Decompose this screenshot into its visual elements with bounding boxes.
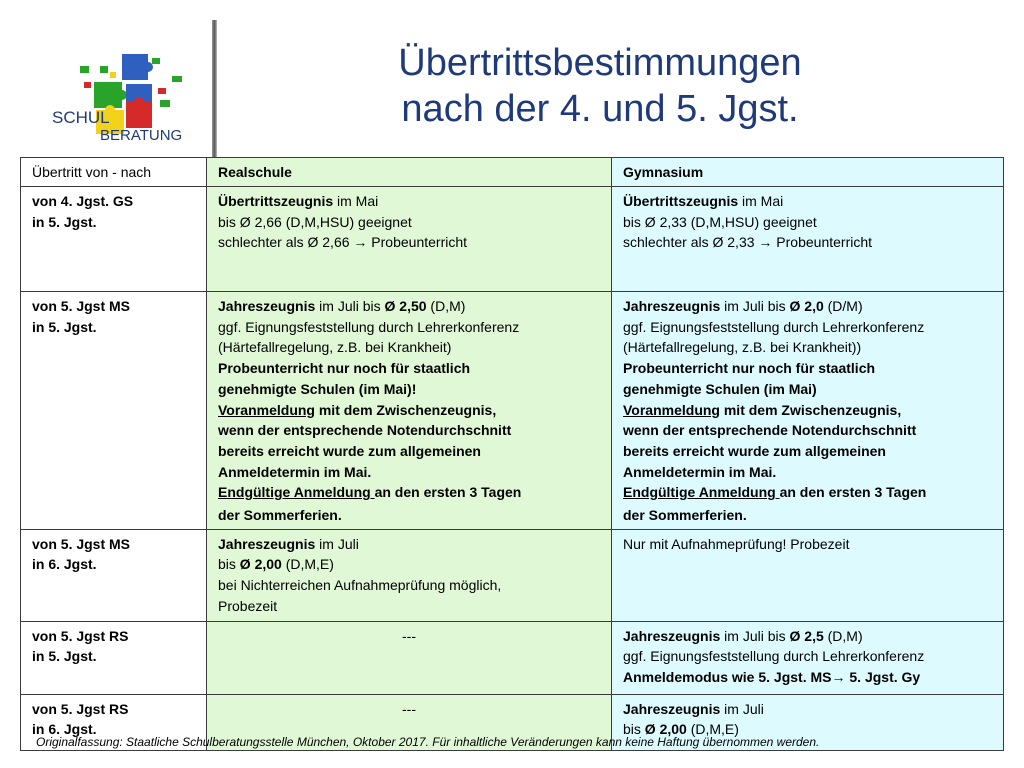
text: bis xyxy=(218,556,240,573)
uebertritt-table xyxy=(20,157,1004,751)
text: ggf. Eignungsfeststellung durch Lehrerkonferenz xyxy=(218,318,520,335)
text-bold: Jahreszeugnis xyxy=(218,535,316,552)
cell-realschule xyxy=(207,187,612,292)
page-title xyxy=(300,40,900,132)
text-underlined: Voranmeldung xyxy=(623,401,720,418)
text-bold: wenn der entsprechende Notendurchschnitt xyxy=(218,422,512,439)
table-row xyxy=(21,292,1004,530)
text: (Härtefallregelung, z.B. bei Krankheit) xyxy=(218,339,452,356)
text-bold: bereits erreicht wurde zum allgemeinen xyxy=(623,442,886,459)
row-label xyxy=(21,621,207,694)
text: schlechter als Ø 2,66 xyxy=(218,234,354,251)
cell-gymnasium xyxy=(612,529,1004,621)
text-bold: Übertrittszeugnis xyxy=(218,193,334,209)
cell-gymnasium xyxy=(612,621,1004,694)
text-bold: Anmeldetermin im Mai. xyxy=(623,463,777,480)
confetti-yellow xyxy=(110,72,116,78)
text: (D,M,E) xyxy=(686,721,739,738)
text-bold: genehmigte Schulen (im Mai) xyxy=(623,380,817,397)
text: an den ersten 3 Tagen xyxy=(779,484,927,501)
text: (D/M) xyxy=(823,298,863,314)
text-bold: der Sommerferien. xyxy=(623,507,747,524)
table-row xyxy=(21,621,1004,694)
arrow-right-icon: → xyxy=(353,234,368,251)
text: im Mai xyxy=(738,193,784,209)
text: im Juli xyxy=(720,700,764,717)
header-cell-von-nach: Übertritt von - nach xyxy=(21,158,207,187)
text: bis xyxy=(623,721,645,738)
text-bold: genehmigte Schulen (im Mai)! xyxy=(218,380,417,397)
cell-realschule xyxy=(207,529,612,621)
text: im Juli bis xyxy=(315,298,385,314)
text-bold: Jahreszeugnis xyxy=(623,298,721,314)
row-label-line-1: von 4. Jgst. GS xyxy=(32,193,134,209)
header-cell-gymnasium: Gymnasium xyxy=(612,158,1004,187)
text-bold: Ø 2,00 xyxy=(239,556,282,573)
title-line-2: nach der 4. und 5. Jgst. xyxy=(401,88,799,130)
table-row xyxy=(21,529,1004,621)
cell-gymnasium xyxy=(612,187,1004,292)
text-bold: Übertrittszeugnis xyxy=(623,193,739,209)
text: im Juli bis xyxy=(720,627,790,644)
row-label-line-1: von 5. Jgst MS xyxy=(32,298,131,314)
logo-text-schul: SCHUL xyxy=(52,108,110,127)
table-header-row xyxy=(21,158,1004,187)
text-bold: der Sommerferien. xyxy=(218,507,342,524)
arrow-right-icon: → xyxy=(831,669,846,686)
text: Probeunterricht xyxy=(772,234,873,251)
text-bold: wenn der entsprechende Notendurchschnitt xyxy=(623,422,917,439)
arrow-right-icon: → xyxy=(758,234,773,251)
text-bold: Ø 2,5 xyxy=(789,627,824,644)
row-label-line-2: in 6. Jgst. xyxy=(32,721,97,738)
text: (Härtefallregelung, z.B. bei Krankheit)) xyxy=(623,339,862,356)
row-label xyxy=(21,187,207,292)
text-underlined: Endgültige Anmeldung xyxy=(623,484,780,501)
text: Probezeit xyxy=(218,597,278,614)
text: --- xyxy=(402,700,416,717)
text: mit dem Zwischenzeugnis, xyxy=(719,401,902,418)
text: ggf. Eignungsfeststellung durch Lehrerkonferenz xyxy=(623,648,925,665)
text: an den ersten 3 Tagen xyxy=(374,484,522,501)
confetti-red xyxy=(84,82,91,88)
text-underlined: Voranmeldung xyxy=(218,401,315,418)
text: bis Ø 2,66 (D,M,HSU) geeignet xyxy=(218,213,412,230)
text: ggf. Eignungsfeststellung durch Lehrerkonferenz xyxy=(623,318,925,335)
row-label-line-2: in 5. Jgst. xyxy=(32,318,97,335)
text-bold: bereits erreicht wurde zum allgemeinen xyxy=(218,442,481,459)
confetti-green xyxy=(80,66,89,73)
text-bold: Jahreszeugnis xyxy=(623,700,721,717)
text: schlechter als Ø 2,33 xyxy=(623,234,759,251)
text: im Mai xyxy=(333,193,379,209)
title-line-1: Übertrittsbestimmungen xyxy=(398,42,802,84)
header-cell-realschule: Realschule xyxy=(207,158,612,187)
text: (D,M) xyxy=(823,627,863,644)
text-bold: Ø 2,00 xyxy=(644,721,687,738)
text-bold: Ø 2,0 xyxy=(789,298,824,314)
text: bei Nichterreichen Aufnahmeprüfung möglich, xyxy=(218,577,502,594)
row-label-line-1: von 5. Jgst MS xyxy=(32,535,131,552)
text-underlined: Endgültige Anmeldung xyxy=(218,484,375,501)
text-bold: Jahreszeugnis xyxy=(623,627,721,644)
row-label-line-1: von 5. Jgst RS xyxy=(32,627,129,644)
text-bold: Anmeldetermin im Mai. xyxy=(218,463,372,480)
text-bold: 5. Jgst. Gy xyxy=(845,669,921,686)
row-label xyxy=(21,292,207,530)
row-label-line-2: in 5. Jgst. xyxy=(32,213,97,230)
text: bis Ø 2,33 (D,M,HSU) geeignet xyxy=(623,213,817,230)
text: mit dem Zwischenzeugnis, xyxy=(314,401,497,418)
text: Probeunterricht xyxy=(367,234,468,251)
footer-note: Originalfassung: Staatliche Schulberatungsstelle München, Oktober 2017. Für inhaltliche Veränderungen kann keine Haftung übernommen werden. xyxy=(36,735,820,749)
text: --- xyxy=(402,627,416,644)
logo-text-beratung: BERATUNG xyxy=(100,127,183,144)
text: (D,M) xyxy=(426,298,466,314)
vertical-divider xyxy=(212,20,217,160)
row-label xyxy=(21,529,207,621)
schulberatung-logo xyxy=(50,48,195,148)
table-row xyxy=(21,187,1004,292)
cell-gymnasium xyxy=(612,292,1004,530)
text: im Juli xyxy=(315,535,359,552)
cell-realschule xyxy=(207,292,612,530)
text-bold: Probeunterricht nur noch für staatlich xyxy=(623,360,876,377)
row-label-line-2: in 5. Jgst. xyxy=(32,648,97,665)
puzzle-logo-graphic xyxy=(50,48,195,148)
cell-realschule xyxy=(207,621,612,694)
text: (D,M,E) xyxy=(281,556,334,573)
text: im Juli bis xyxy=(720,298,790,314)
text: Nur mit Aufnahmeprüfung! Probezeit xyxy=(623,535,850,552)
text-bold: Anmeldemodus wie 5. Jgst. MS xyxy=(623,669,832,686)
text-bold: Jahreszeugnis xyxy=(218,298,316,314)
row-label-line-1: von 5. Jgst RS xyxy=(32,700,129,717)
text-bold: Probeunterricht nur noch für staatlich xyxy=(218,360,471,377)
row-label-line-2: in 6. Jgst. xyxy=(32,556,97,573)
text-bold: Ø 2,50 xyxy=(384,298,427,314)
